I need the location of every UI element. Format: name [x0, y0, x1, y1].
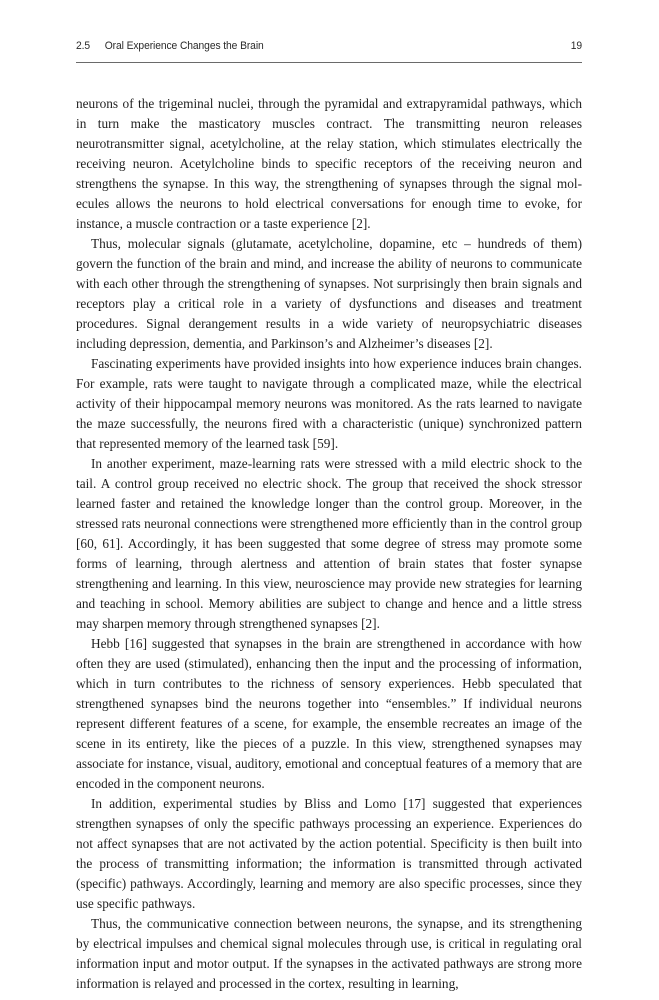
paragraph: In addition, experimental studies by Bliss and Lomo [17] suggested that experiences strengthen synapses of only the specific pathways processing an experience. Experiences do not affect synapses that are not activated by the action potential. Specificity is then built into the process of transmitting information; the information is transmitted through activated (specific) pathways. Accordingly, learning and memory are also specific processes, since they use specific pathways.: [76, 796, 582, 911]
paragraph: Hebb [16] suggested that synapses in the brain are strengthened in accordance with how often they are used (stimulated), enhancing then the input and the processing of information, which in turn contributes to the richness of sensory experiences. Hebb speculated that strengthened synapses bind the neurons together into “ensembles.” If individual neurons represent different features of a scene, for example, the ensemble recreates an image of the scene in its entirety, like the pieces of a puzzle. In this view, strengthened synapses may associate for instance, visual, auditory, emotional and conceptual features of a memory that are encoded in the component neurons.: [76, 636, 582, 791]
page-number: 19: [570, 40, 582, 52]
header-rule: [76, 62, 582, 63]
body-text: [76, 94, 582, 994]
section-title: Oral Experience Changes the Brain: [104, 40, 264, 52]
running-head: [76, 40, 582, 60]
paragraph: In another experiment, maze-learning rats were stressed with a mild electric shock to the tail. A control group received no electric shock. The group that received the shock stressor learned faster and retained the knowledge longer than the control group. Moreover, in the stressed rats neuronal connections were strengthened more efficiently than in the control group [60, 61]. Accordingly, it has been suggested that some degree of stress may promote some forms of learning, through alertness and attention of brain states that foster synapse strengthening and learning. In this view, neuroscience may provide new strategies for learning and teaching in school. Memory abilities are subject to change and hence and a little stress may sharpen memory through strengthened synapses [2].: [76, 456, 582, 631]
section-number: 2.5: [76, 40, 91, 52]
paragraph: Thus, the communicative connection between neurons, the synapse, and its strengthening by electrical impulses and chemical signal molecules through use, is critical in regulating oral information input and motor output. If the synapses in the activated pathways are strong more information is relayed and processed in the cortex, resulting in learning,: [76, 916, 582, 991]
paragraph: Thus, molecular signals (glutamate, acetylcholine, dopamine, etc – hundreds of them) govern the function of the brain and mind, and increase the ability of neurons to communicate with each other through the strengthening of synapses. Not surprisingly then brain signals and receptors play a critical role in a variety of dysfunctions and diseases and treatment procedures. Signal derangement results in a wide variety of neuropsychiatric diseases including depression, dementia, and Parkinson’s and Alzheimer’s diseases [2].: [76, 236, 582, 351]
paragraph: Fascinating experiments have provided insights into how experience induces brain changes. For example, rats were taught to navigate through a complicated maze, while the electrical activity of their hippocampal memory neurons was monitored. As the rats learned to navigate the maze successfully, the neurons fired with a characteristic (unique) synchronized pattern that represented memory of the learned task [59].: [76, 356, 582, 451]
paragraph: neurons of the trigeminal nuclei, through the pyramidal and extrapyramidal pathways, which in turn make the masticatory muscles contract. The transmitting neuron releases neurotransmitter signal, acetylcholine, at the relay station, which stimulates electrically the receiving neuron. Acetylcholine binds to specific receptors of the receiving neuron and strengthens the synapse. In this way, the strengthening of synapses through the signal molecules allows the neurons to hold electrical conversations for enough time to evoke, for instance, a muscle contraction or a taste experience [2].: [76, 96, 582, 231]
